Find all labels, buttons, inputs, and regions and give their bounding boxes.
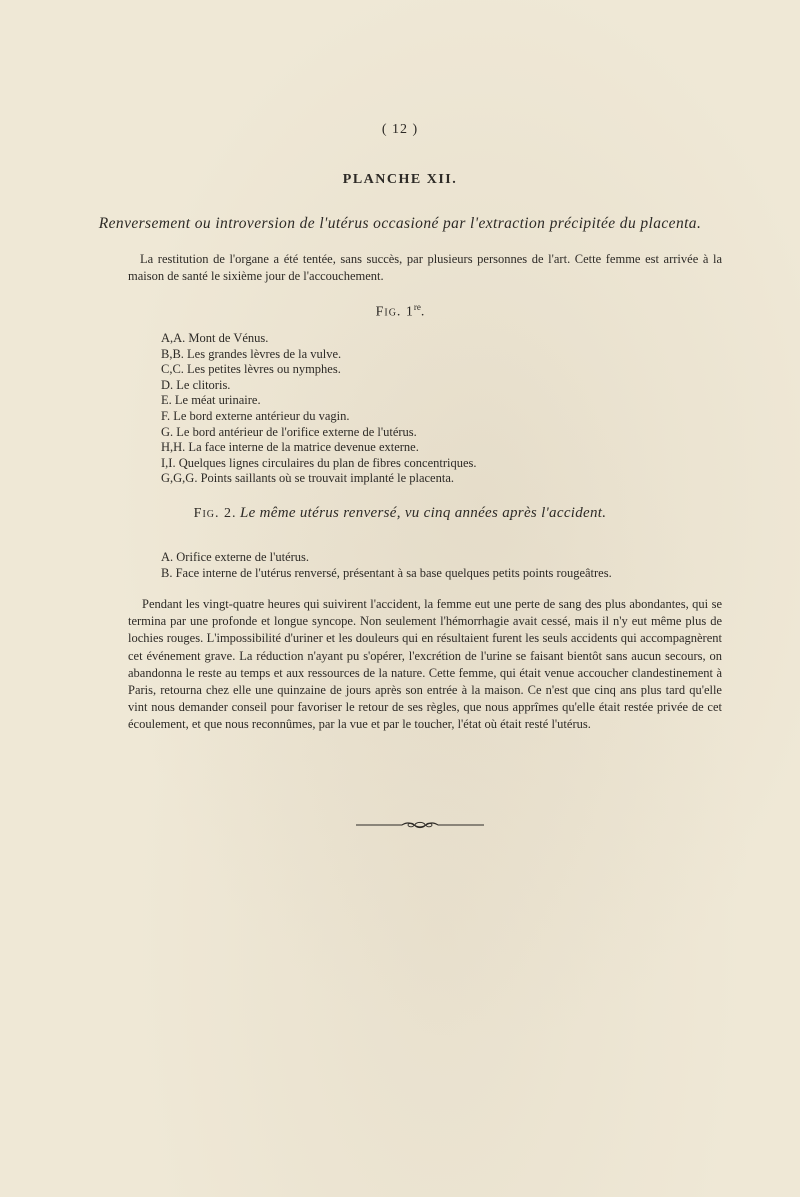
figure-1-legend [161,331,701,487]
legend-item: E. Le méat urinaire. [161,393,261,408]
legend-item: H,H. La face interne de la matrice devenue externe. [161,440,419,455]
legend-item: C,C. Les petites lèvres ou nymphes. [161,362,341,377]
legend-item: B. Face interne de l'utérus renversé, présentant à sa base quelques petits points rougeâtres. [161,566,612,580]
figure-2-legend [161,549,701,581]
legend-item: F. Le bord externe antérieur du vagin. [161,408,350,423]
rule-ornament-icon [356,818,484,832]
plate-subtitle: Renversement ou introversion de l'utérus occasioné par l'extraction précipitée du placenta. [98,215,702,232]
page-number: ( 12 ) [381,122,419,137]
figure-2-heading [0,505,800,522]
legend-item: D. Le clitoris. [161,377,231,392]
legend-item: G. Le bord antérieur de l'orifice externe de l'utérus. [161,424,417,439]
plate-title: PLANCHE XII. [342,172,458,187]
legend-item: I,I. Quelques lignes circulaires du plan de fibres concentriques. [161,455,477,470]
figure-2-title: Le même utérus renversé, vu cinq années après l'accident. [240,505,607,521]
figure-1-label: Fig. 1 [375,304,414,320]
figure-2-label: Fig. 2. [193,506,237,521]
legend-item: A. Orifice externe de l'utérus. [161,550,310,564]
narrative-paragraph: Pendant les vingt-quatre heures qui suivirent l'accident, la femme eut une perte de sang des plus abondantes, qui se termina par une profonde et longue syncope. Non seulement l'hémorrhagie avait cessé, mais il n'y eut même plus de lochies rouges. L'impossibilité d'uriner et les douleurs qui en résultaient furent les seuls accidents qui accompagnèrent cet événement grave. La réduction n'ayant pu s'opérer, l'excrétion de l'urine se faisant bientôt sans aucun secours, on abandonna le reste au temps et aux ressources de la nature. Cette femme, qui était venue accoucher clandestinement à Paris, retourna chez elle une quinzaine de jours après son entrée à la maison. Ce n'est que cinq ans plus tard qu'elle vint nous demander conseil pour favoriser le retour de ses règles, que nous apprîmes qu'elle était restée privée de cet écoulement, et que nous reconnûmes, par la vue et par le toucher, l'état où était resté l'utérus. [128,597,722,732]
figure-1-suffix: . [420,304,425,320]
intro-paragraph: La restitution de l'organe a été tentée, sans succès, par plusieurs personnes de l'art. Cette femme est arrivée à la maison de santé le sixième jour de l'accouchement. [128,252,722,283]
legend-item: B,B. Les grandes lèvres de la vulve. [161,346,342,361]
figure-1-superscript: re [413,302,421,312]
legend-item: A,A. Mont de Vénus. [161,331,269,345]
legend-item: G,G,G. Points saillants où se trouvait implanté le placenta. [161,471,454,486]
figure-1-heading [0,302,800,321]
